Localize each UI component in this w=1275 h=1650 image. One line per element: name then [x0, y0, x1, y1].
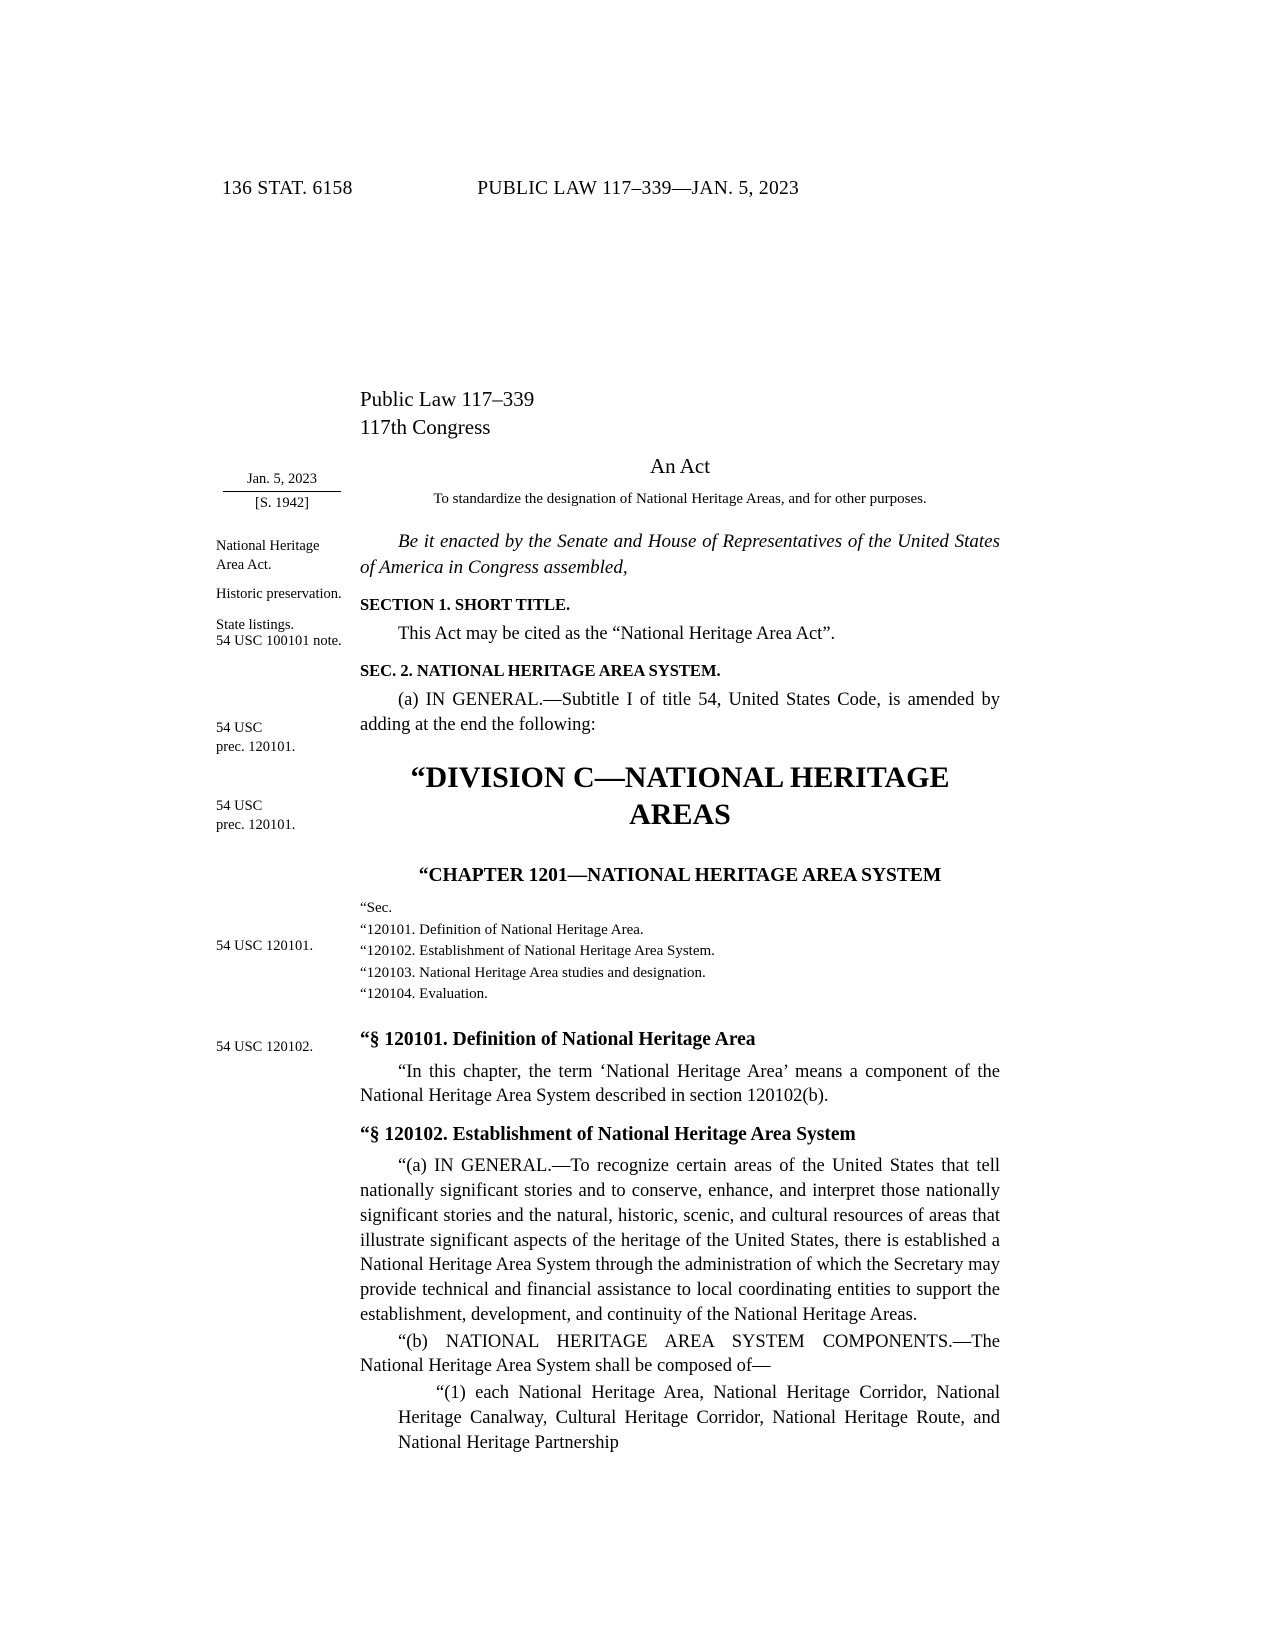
long-title: To standardize the designation of National Heritage Areas, and for other purposes.: [433, 490, 927, 507]
section-2-subsection-a: (a) IN GENERAL.—Subtitle I of title 54, United States Code, is amended by adding at the end the following:: [360, 690, 1000, 736]
enacting-clause: Be it enacted by the Senate and House of Representatives of the United States of America in Congress assembled,: [360, 531, 1000, 578]
division-heading-line-1: “DIVISION C—NATIONAL HERITAGE: [410, 760, 950, 794]
toc-line: “120102. Establishment of National Heritage Area System.: [360, 943, 715, 960]
section-2-heading: SEC. 2. NATIONAL HERITAGE AREA SYSTEM.: [360, 661, 721, 681]
sidenote-prec-2-line2: prec. 120101.: [216, 816, 296, 833]
chapter-heading: “CHAPTER 1201—NATIONAL HERITAGE AREA SYSTEM: [418, 865, 942, 887]
sidenote-prec-1: [216, 719, 348, 756]
sidenote-prec-2: [216, 797, 348, 834]
division-heading: [360, 760, 1000, 833]
section-120102-subsection-b-paragraph-1: “(1) each National Heritage Area, National Heritage Corridor, National Heritage Canalway, Cultural Heritage Corridor, National Heritage Route, and National Heritage Partnership: [398, 1383, 1000, 1453]
division-heading-line-2: AREAS: [629, 797, 731, 831]
congress-number: 117th Congress: [360, 414, 491, 439]
toc-line: “Sec.: [360, 900, 393, 917]
main-text-column: [360, 386, 1000, 1458]
sidenote-date-block: [216, 470, 348, 512]
sidenote-short-title: National Heritage Area Act.: [216, 538, 320, 573]
running-head: [222, 178, 1062, 200]
section-1-heading: SECTION 1. SHORT TITLE.: [360, 595, 571, 615]
sidenote-rule: [223, 491, 341, 492]
an-act-heading: An Act: [649, 453, 711, 478]
sidenote-usc-note: 54 USC 100101 note.: [216, 633, 342, 649]
section-120102-heading: “§ 120102. Establishment of National Heritage Area System: [360, 1124, 856, 1146]
section-120101-heading: “§ 120101. Definition of National Heritage Area: [360, 1029, 756, 1051]
toc-line: “120104. Evaluation.: [360, 985, 488, 1002]
section-120102-subsection-b: “(b) NATIONAL HERITAGE AREA SYSTEM COMPONENTS.—The National Heritage Area System shall be composed of—: [360, 1331, 1000, 1377]
section-1-text: This Act may be cited as the “National Heritage Area Act”.: [398, 624, 836, 645]
stat-citation: 136 STAT. 6158: [222, 178, 353, 199]
sidenote-usc-120102: 54 USC 120102.: [216, 1039, 314, 1055]
sidenote-subject-2: State listings.: [216, 617, 295, 633]
sidenote-date: Jan. 5, 2023: [246, 471, 318, 487]
sidenote-prec-1-line1: 54 USC: [216, 720, 263, 736]
sidenote-prec-2-line1: 54 USC: [216, 798, 263, 814]
sidenote-prec-1-line2: prec. 120101.: [216, 738, 296, 755]
toc-line: “120103. National Heritage Area studies and designation.: [360, 964, 706, 981]
public-law-number: Public Law 117–339: [360, 387, 535, 411]
public-law-citation: PUBLIC LAW 117–339—JAN. 5, 2023: [477, 178, 800, 199]
section-120101-text: “In this chapter, the term ‘National Heritage Area’ means a component of the National Heritage Area System described in section 120102(b).: [360, 1061, 1000, 1107]
toc-line: “120101. Definition of National Heritage Area.: [360, 921, 644, 938]
sidenote-subject-1: Historic preservation.: [216, 586, 342, 602]
sidenote-usc-120101: 54 USC 120101.: [216, 938, 314, 954]
section-120102-subsection-a: “(a) IN GENERAL.—To recognize certain areas of the United States that tell nationally significant stories and to conserve, enhance, and interpret those nationally significant stories and the natural, historic, scenic, and cultural resources of areas that illustrate significant aspects of the heritage of the United States, there is established a National Heritage Area System through the administration of which the Secretary may provide technical and financial assistance to local coordinating entities to support the establishment, development, and continuity of the National Heritage Areas.: [360, 1156, 1000, 1325]
sidenote-bill-number: [S. 1942]: [255, 494, 309, 511]
chapter-table-of-contents: [360, 898, 1000, 1005]
